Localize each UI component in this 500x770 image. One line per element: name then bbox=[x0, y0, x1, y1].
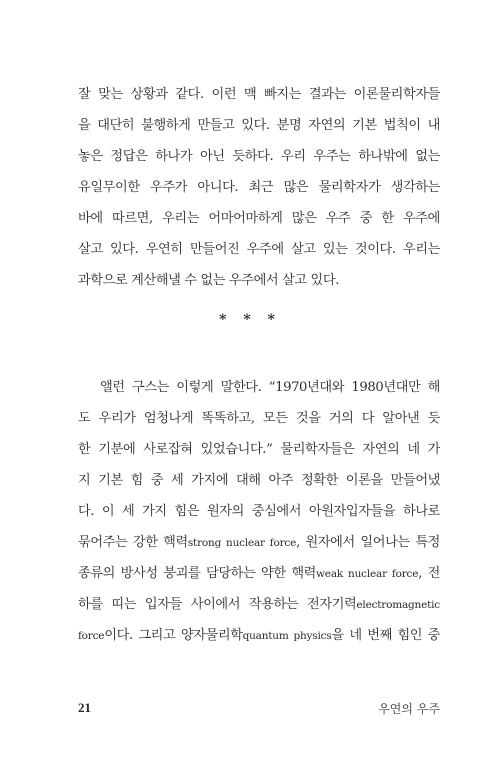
text-line: 잘 맞는 상황과 같다. 이런 맥 빠지는 결과는 이론물리학자들 bbox=[78, 87, 440, 102]
text-line: 바에 따르면, 우리는 어마어마하게 많은 우주 중 한 우주에 bbox=[78, 211, 440, 226]
paragraph-2 bbox=[78, 372, 440, 651]
english-term: strong nuclear force bbox=[187, 537, 297, 549]
section-separator: * * * bbox=[219, 312, 281, 328]
text-run: , 전 bbox=[418, 566, 440, 581]
text-run: 종류의 방사성 붕괴를 담당하는 약한 핵력 bbox=[78, 566, 317, 581]
text-run: 이다. 그리고 양자물리학 bbox=[104, 628, 243, 643]
text-run: 을 네 번째 힘인 중 bbox=[331, 628, 440, 643]
text-line: 지 기본 힘 중 세 가지에 대해 아주 정확한 이론을 만들어냈 bbox=[78, 473, 440, 488]
text-line: 유일무이한 우주가 아니다. 최근 많은 물리학자가 생각하는 bbox=[78, 180, 440, 195]
text-line bbox=[78, 620, 440, 651]
english-term: quantum physics bbox=[242, 630, 332, 642]
text-line: 놓은 정답은 하나가 아닌 듯하다. 우리 우주는 하나밖에 없는 bbox=[78, 149, 440, 164]
text-run: 묶어주는 강한 핵력 bbox=[78, 535, 188, 550]
text-line bbox=[78, 589, 440, 620]
paragraph-1 bbox=[78, 79, 440, 296]
text-line bbox=[78, 558, 440, 589]
text-line: 다. 이 세 가지 힘은 원자의 중심에서 아원자입자들을 하나로 bbox=[78, 504, 440, 519]
english-term: force bbox=[78, 630, 105, 642]
text-line: 한 기분에 사로잡혀 있었습니다.” 물리학자들은 자연의 네 가 bbox=[78, 442, 440, 457]
text-run: , 원자에서 일어나는 특정 bbox=[296, 535, 440, 550]
text-line: 을 대단히 불행하게 만들고 있다. 분명 자연의 기본 법칙이 내 bbox=[78, 118, 440, 133]
english-term: weak nuclear force bbox=[316, 568, 419, 580]
text-line bbox=[78, 527, 440, 558]
text-line: 과학으로 계산해낼 수 없는 우주에서 살고 있다. bbox=[78, 273, 339, 288]
english-term: electromagnetic bbox=[356, 599, 440, 611]
running-title: 우연의 우주 bbox=[378, 702, 440, 716]
text-line: 살고 있다. 우연히 만들어진 우주에 살고 있는 것이다. 우리는 bbox=[78, 242, 440, 257]
page-number: 21 bbox=[78, 700, 91, 715]
text-line: 앨런 구스는 이렇게 말한다. “1970년대와 1980년대만 해 bbox=[100, 380, 440, 395]
text-line: 도 우리가 엄청나게 똑똑하고, 모든 것을 거의 다 알아낸 듯 bbox=[78, 411, 440, 426]
text-run: 하를 띠는 입자들 사이에서 작용하는 전자기력 bbox=[78, 597, 357, 612]
